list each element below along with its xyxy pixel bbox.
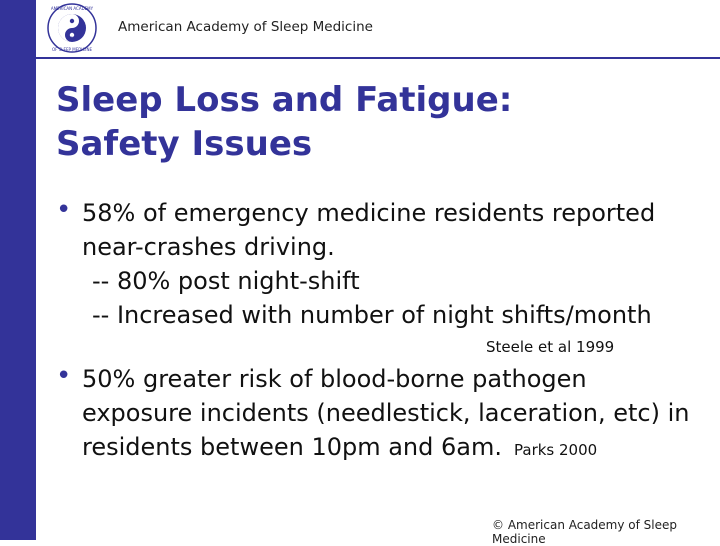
citation-steele: Steele et al 1999 [486, 338, 615, 356]
bullet-2-line-1: 50% greater risk of blood-borne pathogen [82, 365, 587, 393]
logo-bottom-text: OF SLEEP MEDICINE [52, 47, 92, 52]
bullet-2-line-3-wrap [82, 430, 690, 467]
bullet-item-2 [56, 362, 690, 467]
bullet-dot-icon: • [56, 195, 72, 225]
bullet-1-line-1: 58% of emergency medicine residents reported [82, 199, 656, 227]
organization-name: American Academy of Sleep Medicine [118, 19, 373, 35]
bullet-2-line-3: residents between 10pm and 6am. [82, 433, 502, 461]
bullet-1-sub-1: -- 80% post night-shift [92, 267, 360, 295]
aasm-logo-icon [40, 2, 104, 54]
logo-center-text: SLEEP [67, 36, 77, 40]
logo-badge-text: AASM [67, 15, 77, 19]
bullet-2-line-2: exposure incidents (needlestick, laceration, etc) in [82, 399, 690, 427]
bullet-1-sub-2: -- Increased with number of night shifts/month [92, 301, 652, 329]
citation-parks: Parks 2000 [514, 441, 598, 459]
footer-copyright: © American Academy of Sleep Medicine [492, 518, 678, 546]
left-sidebar-bar [0, 0, 36, 540]
bullet-dot-icon: • [56, 361, 72, 391]
logo-top-text: AMERICAN ACADEMY [50, 6, 94, 11]
title-line-2: Safety Issues [56, 124, 313, 164]
title-line-1: Sleep Loss and Fatigue: [56, 80, 513, 120]
bullet-item-1 [56, 196, 655, 332]
header-divider [36, 57, 720, 59]
bullet-1-line-2: near-crashes driving. [82, 233, 335, 261]
slide-title [56, 78, 512, 166]
